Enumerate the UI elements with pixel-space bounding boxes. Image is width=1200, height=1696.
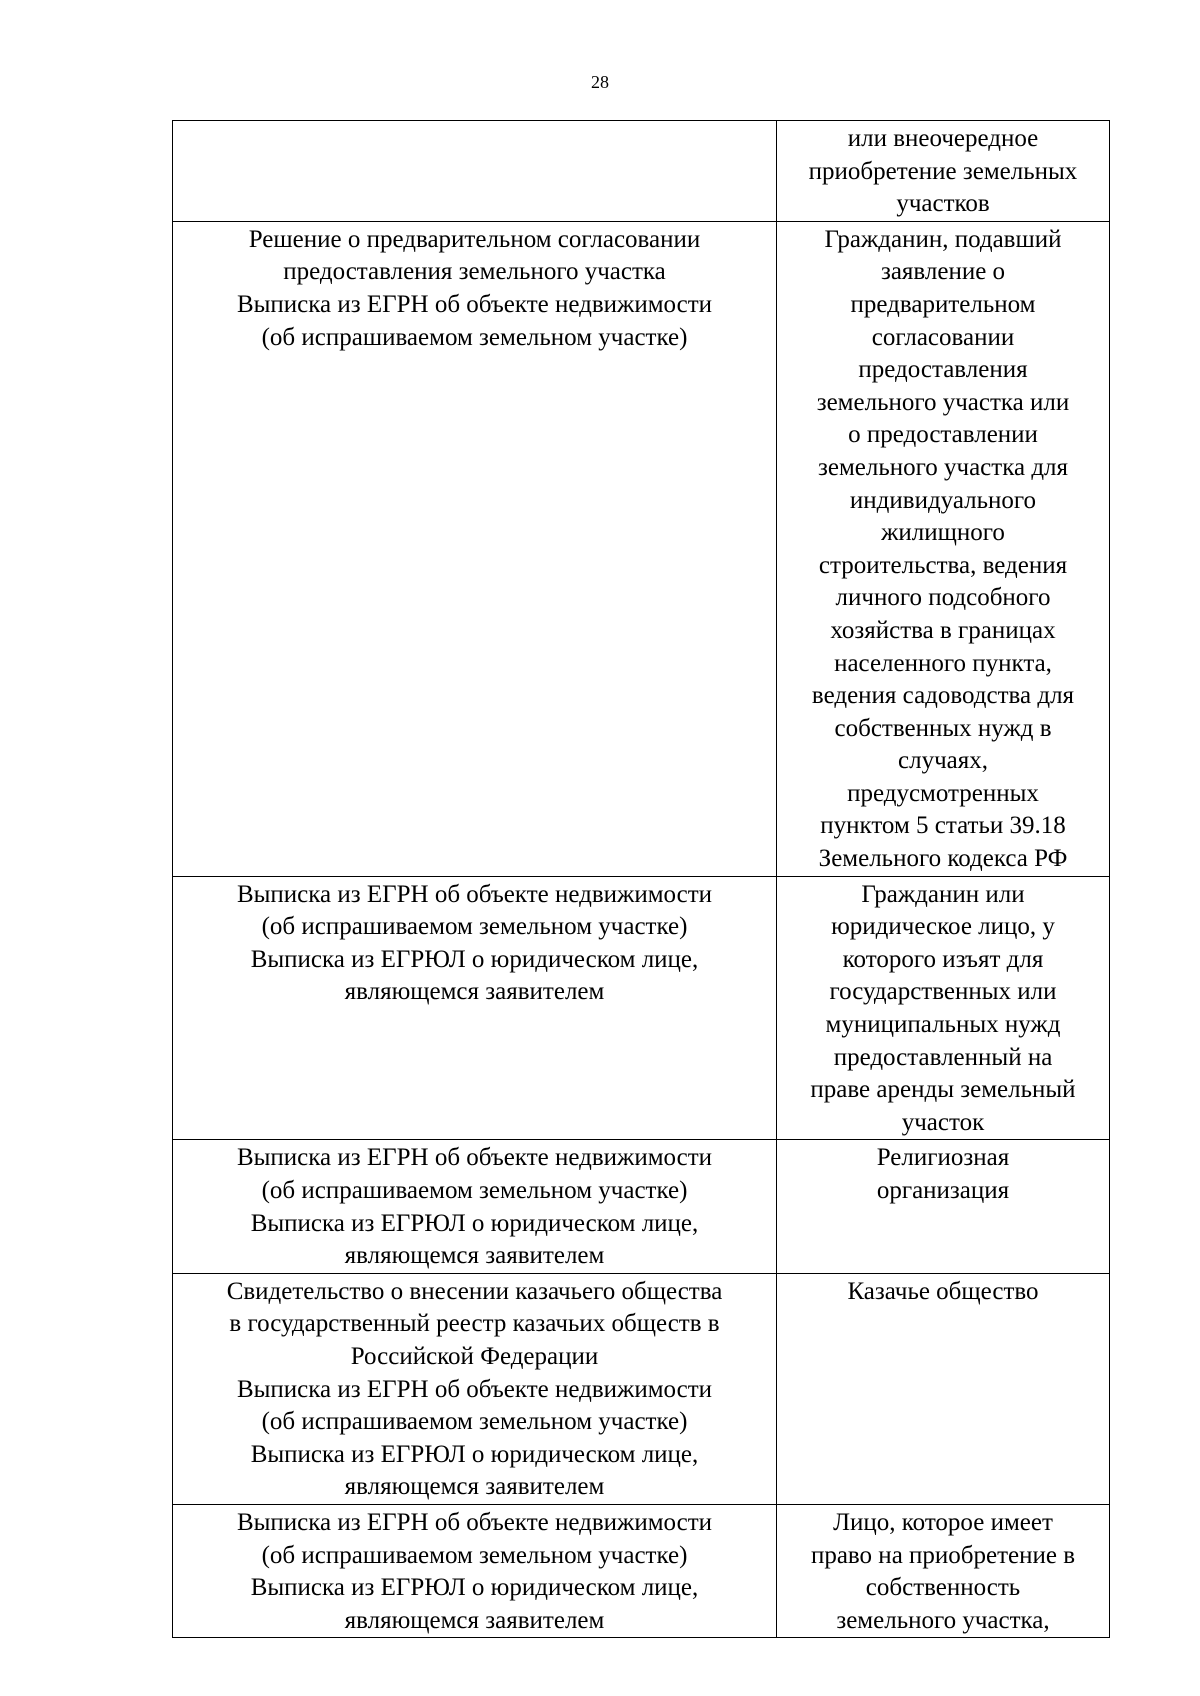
applicant-line: праве аренды земельный: [810, 1076, 1076, 1104]
table-row: [173, 121, 1110, 222]
table-row: [173, 876, 1110, 1140]
required-documents-cell: [173, 876, 777, 1140]
document-line: Выписка из ЕГРЮЛ о юридическом лице,: [250, 1574, 699, 1602]
applicant-line: Религиозная: [876, 1144, 1010, 1172]
document-line: являющемся заявителем: [344, 1242, 605, 1270]
applicant-line: строительства, ведения: [818, 551, 1068, 579]
document-line: Выписка из ЕГРН об объекте недвижимости: [236, 880, 713, 908]
required-documents-cell: [173, 1504, 777, 1637]
document-line: Российской Федерации: [350, 1342, 599, 1370]
applicant-line: хозяйства в границах: [830, 616, 1056, 644]
document-line: Выписка из ЕГРЮЛ о юридическом лице,: [250, 1209, 699, 1237]
applicant-line: согласовании: [871, 323, 1015, 351]
applicant-line: населенного пункта,: [834, 649, 1052, 677]
document-line: Решение о предварительном согласовании: [248, 225, 701, 253]
applicant-line: пунктом 5 статьи 39.18: [820, 812, 1066, 840]
applicant-cell: [777, 876, 1110, 1140]
document-line: являющемся заявителем: [344, 978, 605, 1006]
table-row: [173, 1504, 1110, 1637]
applicant-cell: [777, 1140, 1110, 1273]
applicant-line: Гражданин или: [861, 880, 1025, 908]
applicant-line: земельного участка для: [817, 453, 1069, 481]
applicant-cell: [777, 121, 1110, 222]
applicant-line: которого изъят для: [842, 945, 1044, 973]
applicant-line: собственность: [865, 1574, 1021, 1602]
page-number: 28: [591, 72, 609, 92]
applicant-line: участок: [901, 1108, 985, 1136]
applicant-line: Лицо, которое имеет: [833, 1508, 1053, 1536]
applicant-line: земельного участка,: [836, 1606, 1050, 1634]
applicant-line: участков: [896, 190, 990, 218]
applicant-cell: [777, 1504, 1110, 1637]
required-documents-cell: [173, 121, 777, 222]
applicant-line: Гражданин, подавший: [824, 225, 1062, 253]
applicant-line: заявление о: [880, 258, 1006, 286]
applicant-line: организация: [876, 1177, 1010, 1204]
applicant-line: индивидуального: [849, 486, 1037, 514]
document-line: (об испрашиваемом земельном участке): [261, 323, 688, 351]
applicant-line: предоставления: [858, 356, 1028, 384]
applicant-line: личного подсобного: [835, 584, 1051, 612]
document-line: Свидетельство о внесении казачьего общества: [226, 1277, 723, 1305]
applicant-line: или внеочередное: [847, 125, 1039, 152]
applicant-line: предварительном: [850, 290, 1036, 318]
document-line: Выписка из ЕГРЮЛ о юридическом лице,: [250, 945, 699, 973]
table-row: [173, 1273, 1110, 1504]
document-line: являющемся заявителем: [344, 1473, 605, 1501]
applicant-line: государственных или: [829, 978, 1057, 1006]
applicant-line: юридическое лицо, у: [831, 913, 1055, 941]
applicant-line: приобретение земельных: [808, 157, 1078, 185]
required-documents-cell: [173, 221, 777, 876]
document-line: Выписка из ЕГРН об объекте недвижимости: [236, 1144, 713, 1172]
required-documents-cell: [173, 1140, 777, 1273]
document-line: Выписка из ЕГРН об объекте недвижимости: [236, 1508, 713, 1536]
document-line: Выписка из ЕГРН об объекте недвижимости: [236, 1375, 713, 1403]
applicant-line: случаях,: [898, 747, 988, 775]
applicant-line: собственных нужд в: [834, 714, 1052, 742]
applicant-line: Земельного кодекса РФ: [818, 845, 1068, 873]
applicant-line: предусмотренных: [847, 779, 1039, 807]
documents-table: [172, 120, 1110, 1638]
table-row: [173, 221, 1110, 876]
applicant-line: Казачье общество: [847, 1277, 1039, 1305]
applicant-line: жилищного: [881, 519, 1005, 547]
document-line: (об испрашиваемом земельном участке): [261, 1541, 688, 1569]
applicant-line: земельного участка или: [816, 388, 1070, 416]
table-row: [173, 1140, 1110, 1273]
applicant-line: предоставленный на: [833, 1043, 1053, 1071]
applicant-cell: [777, 221, 1110, 876]
applicant-line: право на приобретение в: [810, 1541, 1076, 1569]
applicant-line: ведения садоводства для: [811, 682, 1075, 710]
document-line: в государственный реестр казачьих обществ в: [229, 1310, 720, 1338]
applicant-line: о предоставлении: [848, 421, 1038, 449]
document-line: (об испрашиваемом земельном участке): [261, 1177, 688, 1204]
document-line: Выписка из ЕГРН об объекте недвижимости: [236, 290, 713, 318]
document-line: Выписка из ЕГРЮЛ о юридическом лице,: [250, 1440, 699, 1468]
applicant-cell: [777, 1273, 1110, 1504]
document-line: (об испрашиваемом земельном участке): [261, 1408, 688, 1436]
document-line: (об испрашиваемом земельном участке): [261, 913, 688, 941]
applicant-line: муниципальных нужд: [825, 1011, 1061, 1039]
document-line: являющемся заявителем: [344, 1606, 605, 1634]
document-line: предоставления земельного участка: [283, 258, 666, 286]
required-documents-cell: [173, 1273, 777, 1504]
